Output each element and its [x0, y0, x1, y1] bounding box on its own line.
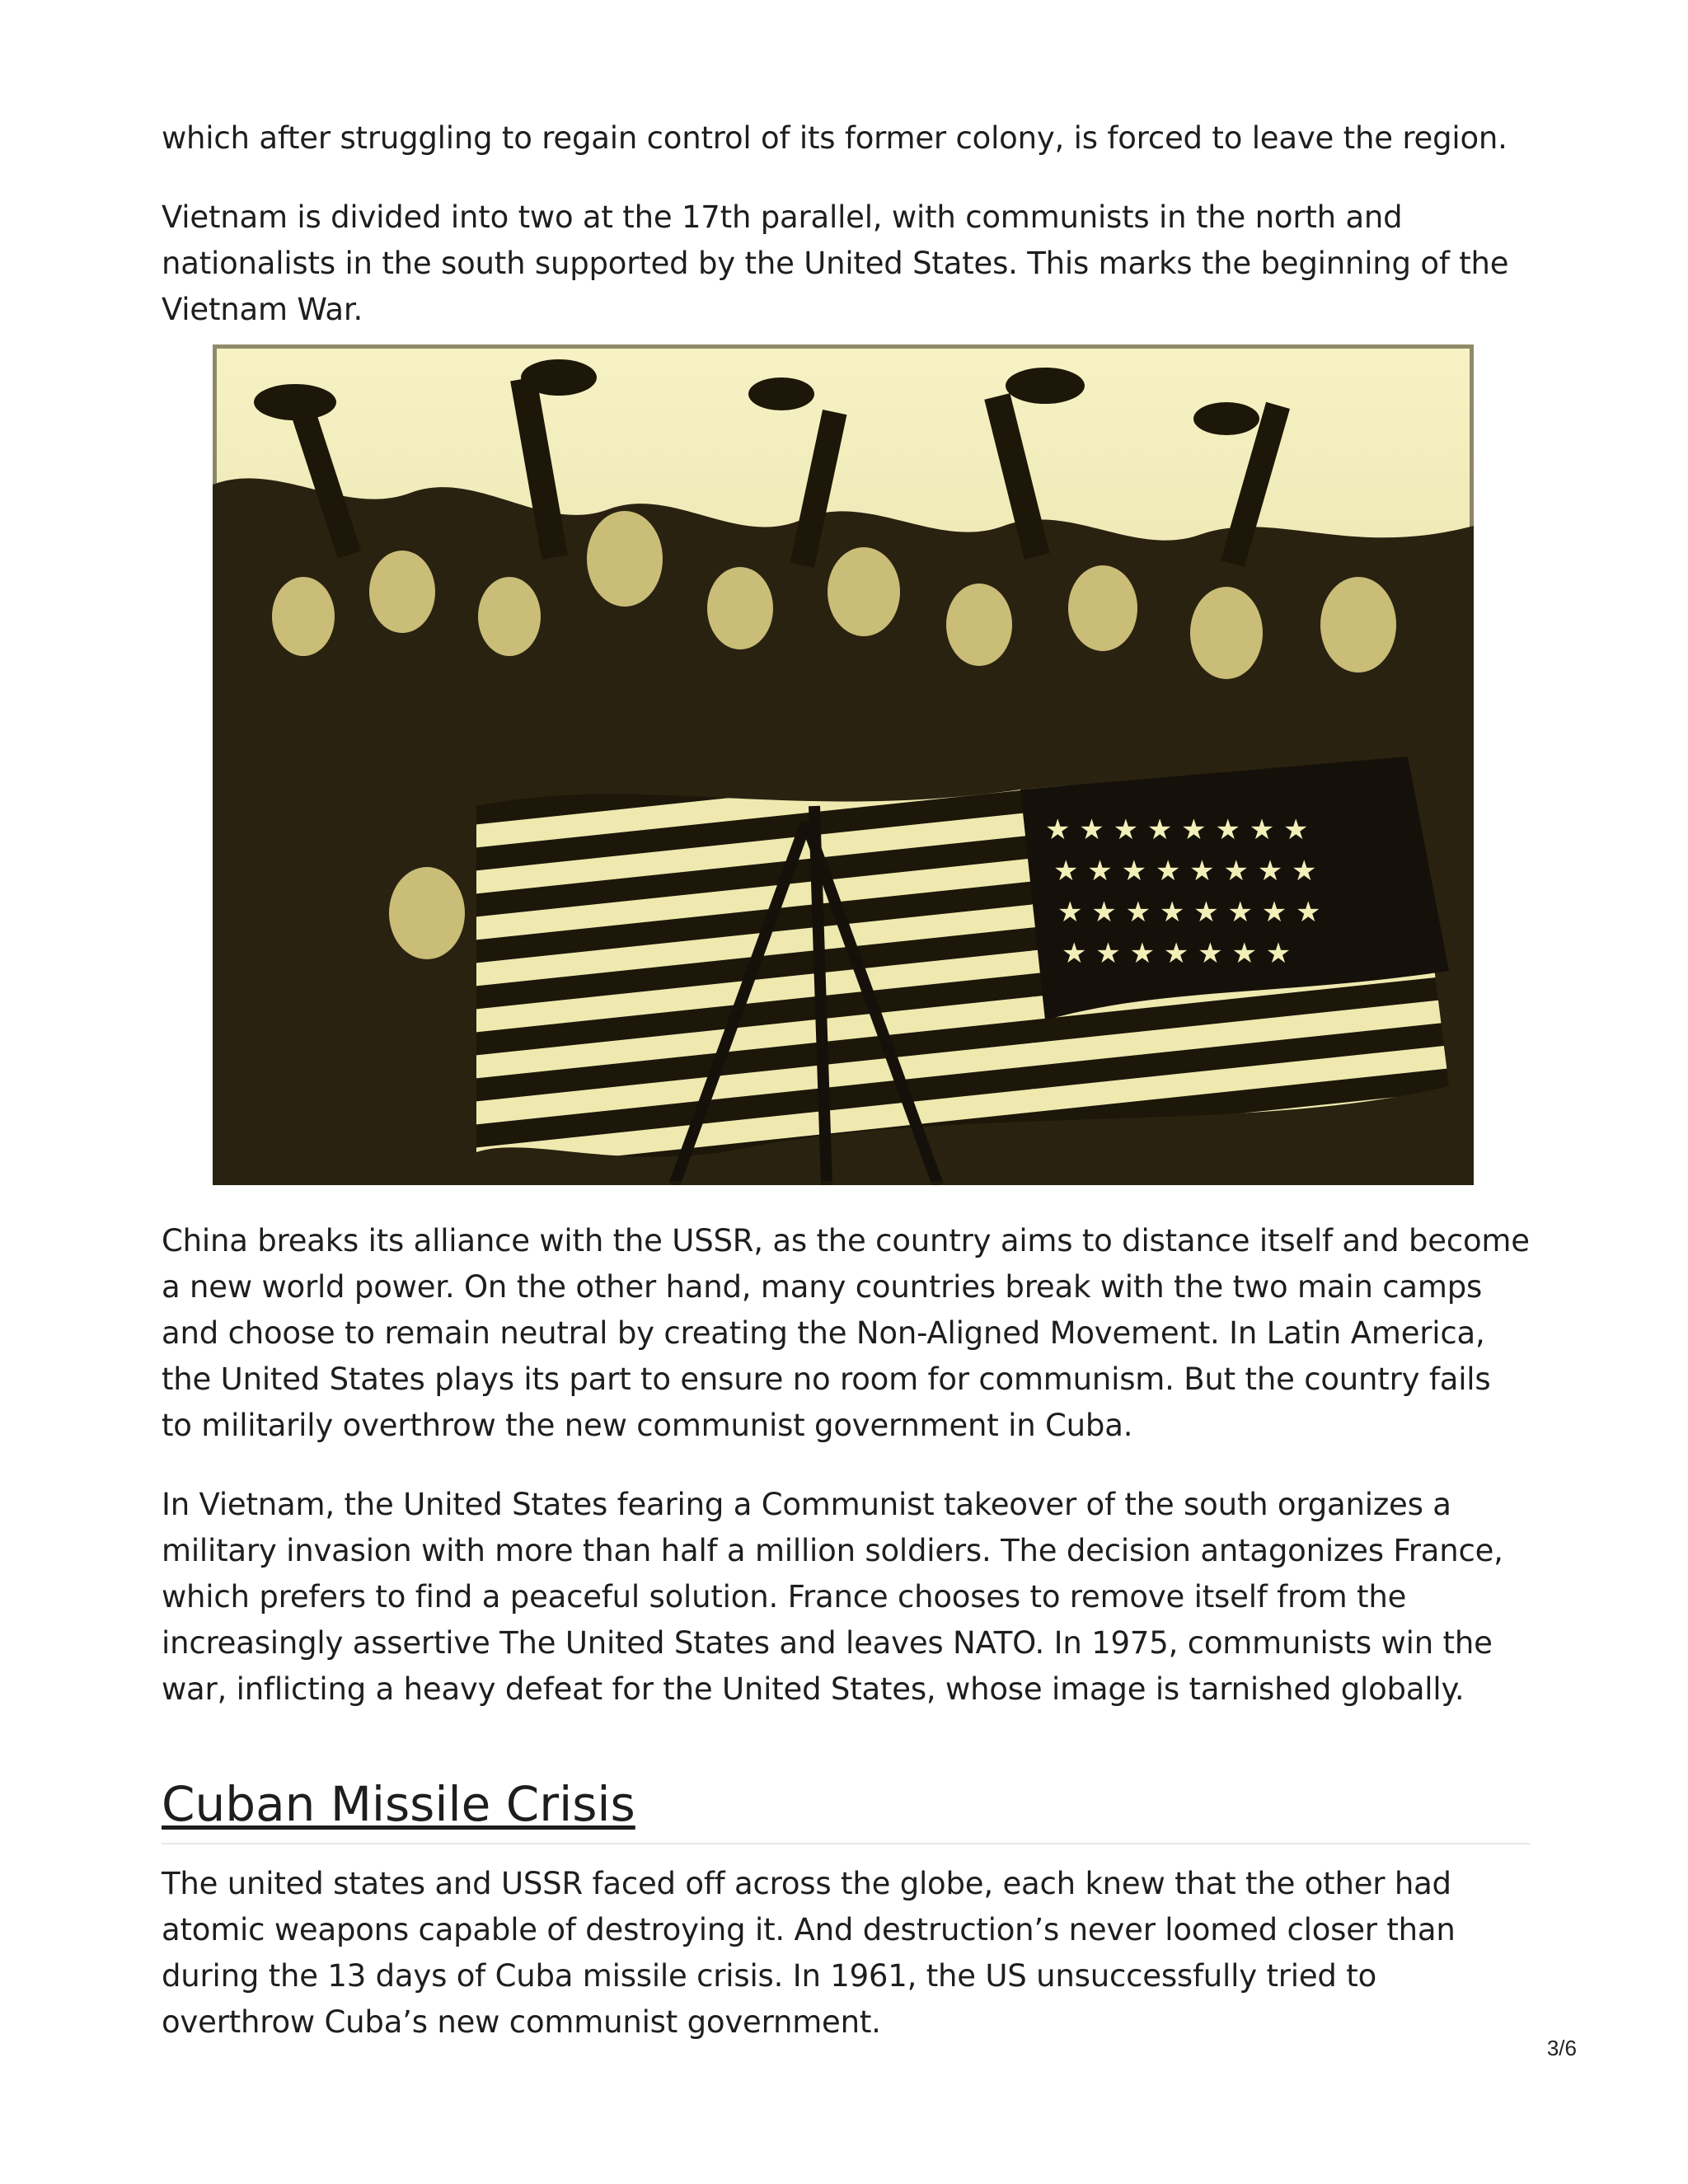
svg-text:★ ★ ★ ★ ★ ★ ★ ★: ★ ★ ★ ★ ★ ★ ★ ★ [1045, 813, 1309, 846]
paragraph-cuban-missile-crisis: The united states and USSR faced off across the globe, each knew that the other had atomic weapons capable of destroying it. And destruction’s never loomed closer than during the 13 days of Cuba missile crisis. In 1961, the US unsuccessfully tried to overthrow Cuba’s new communist government. [162, 1866, 1456, 2040]
paragraph-china-usssr: China breaks its alliance with the USSR, as the country aims to distance itself and become a new world power. On the other hand, many countries break with the two main camps and choose to remain neutral by creating the Non-Aligned Movement. In Latin America, the United States plays its part to ensure no room for communism. But the country fails to militarily overthrow the new communist government in Cuba. [162, 1223, 1530, 1443]
svg-text:★ ★ ★ ★ ★ ★ ★: ★ ★ ★ ★ ★ ★ ★ [1062, 937, 1292, 970]
paragraph-intro: which after struggling to regain control of its former colony, is forced to leave the region. [162, 120, 1507, 156]
page-number: 3/6 [1546, 2036, 1577, 2060]
paragraph-vietnam-divided: Vietnam is divided into two at the 17th parallel, with communists in the north and nationalists in the south supported by the United States. This marks the beginning of the Vietnam War. [162, 199, 1509, 327]
svg-text:★ ★ ★ ★ ★ ★ ★ ★: ★ ★ ★ ★ ★ ★ ★ ★ [1053, 855, 1317, 888]
paragraph-vietnam-war: In Vietnam, the United States fearing a Communist takeover of the south organizes a military invasion with more than half a million soldiers. The decision antagonizes France, which prefers to find a peaceful solution. France chooses to remove itself from the increasingly assertive The United States and leaves NATO. In 1975, communists win the war, inflicting a heavy defeat for the United States, whose image is tarnished globally. [162, 1487, 1503, 1707]
sepia-photo-celebrating-crowd-with-flag [213, 344, 1474, 1185]
article-body [162, 115, 1530, 2046]
svg-text:★ ★ ★ ★ ★ ★ ★ ★: ★ ★ ★ ★ ★ ★ ★ ★ [1057, 896, 1321, 929]
section-heading [162, 1775, 1530, 1844]
section-heading-link[interactable]: Cuban Missile Crisis [162, 1776, 635, 1832]
photo-illustration [213, 344, 1474, 1185]
